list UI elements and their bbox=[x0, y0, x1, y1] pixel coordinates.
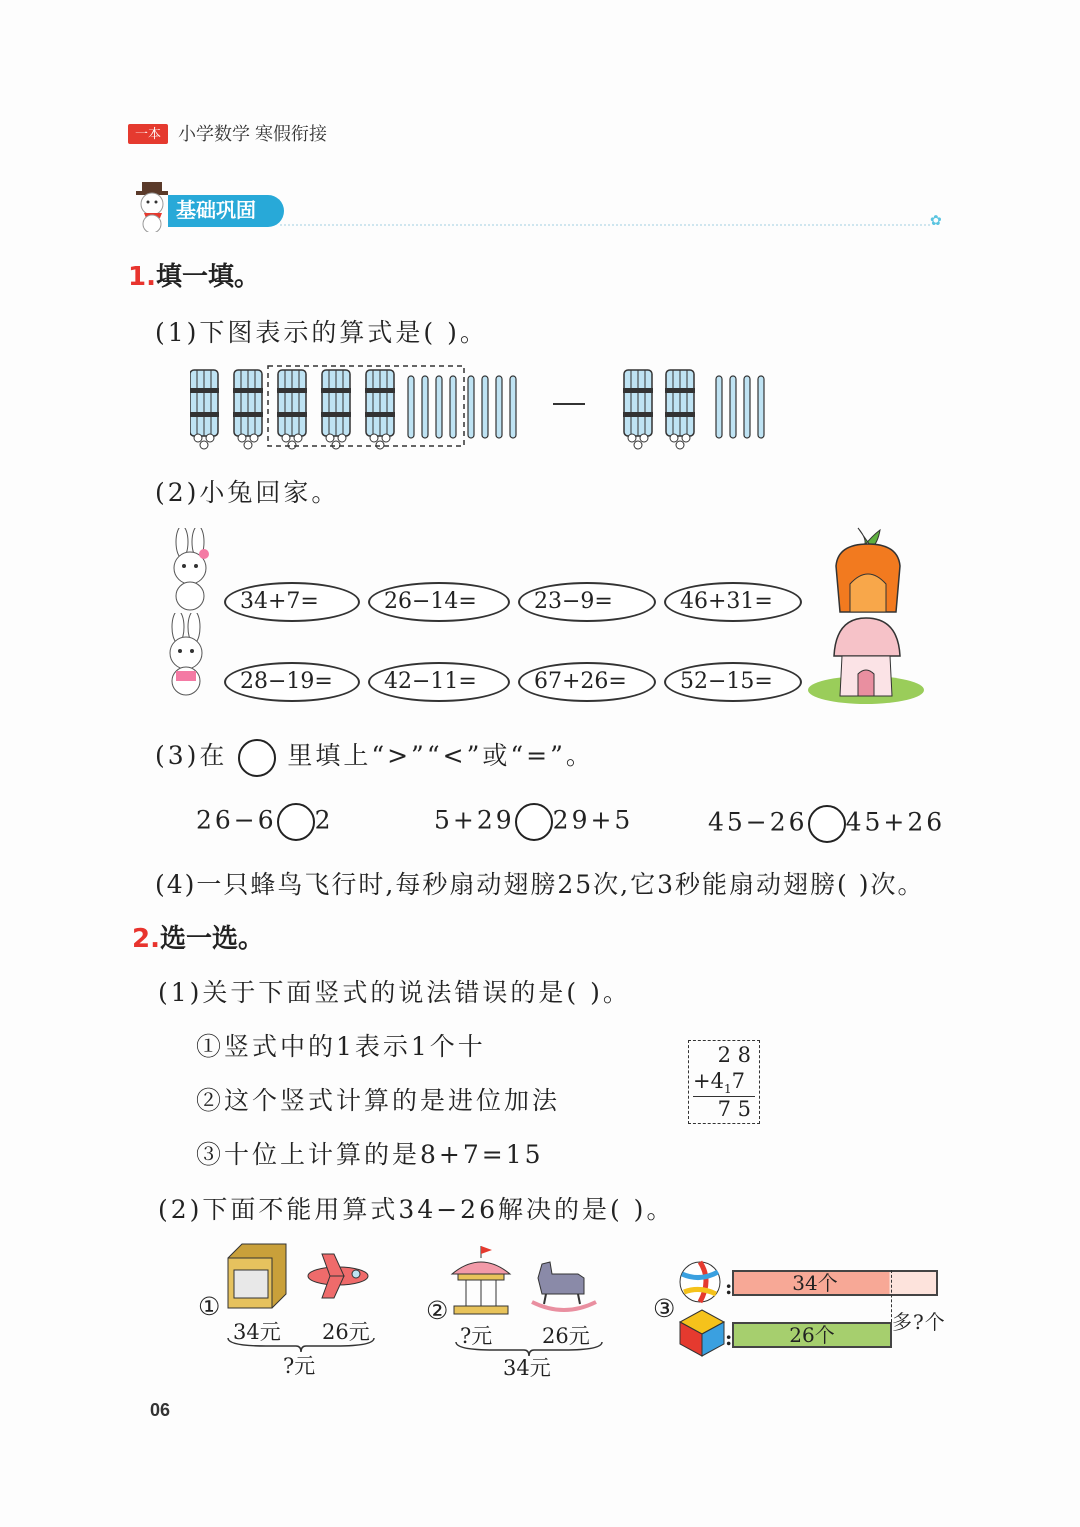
carousel-icon bbox=[448, 1244, 514, 1316]
bar-cube: 26个 bbox=[732, 1322, 892, 1348]
section-title: 填一填。 bbox=[155, 262, 260, 292]
section-number: 1. bbox=[128, 262, 156, 292]
question-2-1: (1)关于下面竖式的说法错误的是( )。 bbox=[158, 978, 631, 1007]
price-label: ?元 bbox=[460, 1324, 493, 1348]
q3-prefix: (3)在 bbox=[155, 741, 228, 770]
section-1-heading bbox=[128, 256, 260, 293]
rabbit-icon bbox=[156, 613, 220, 701]
question-1-1: (1)下图表示的算式是( )。 bbox=[155, 318, 488, 347]
bar-label: 34个 bbox=[792, 1271, 838, 1295]
vertical-addition: 2 8 $+4_17$ 7 5 bbox=[688, 1040, 760, 1124]
math-leaf: 52−15= bbox=[664, 662, 802, 702]
price-label: 34元 bbox=[233, 1320, 281, 1344]
carrot-house-icon bbox=[828, 524, 908, 616]
diff-label: 多?个 bbox=[892, 1310, 946, 1334]
section-number: 2. bbox=[132, 924, 160, 954]
header-title: 小学数学 寒假衔接 bbox=[178, 124, 328, 144]
flower-icon: ✿ bbox=[930, 213, 942, 229]
option-1: ①竖式中的1表示1个十 bbox=[196, 1032, 486, 1061]
sticks-illustration bbox=[190, 362, 790, 452]
choice-marker: ① bbox=[198, 1292, 224, 1321]
math-leaf: 46+31= bbox=[664, 582, 802, 622]
page-number: 06 bbox=[150, 1400, 171, 1420]
choice-marker: ② bbox=[426, 1296, 452, 1325]
ball-icon bbox=[678, 1260, 722, 1304]
bar-ball bbox=[732, 1270, 938, 1296]
price-label: 26元 bbox=[322, 1320, 370, 1344]
rocking-horse-icon bbox=[528, 1256, 600, 1316]
single-sticks-left bbox=[408, 376, 516, 438]
total-label: ?元 bbox=[283, 1354, 316, 1378]
answer-circle[interactable] bbox=[238, 739, 276, 777]
rabbit-icon bbox=[160, 528, 224, 616]
stick-bundles-left bbox=[190, 370, 395, 449]
question-2-2: (2)下面不能用算式34−26解决的是( )。 bbox=[158, 1195, 675, 1224]
section-title: 选一选。 bbox=[159, 924, 264, 954]
price-label: 26元 bbox=[542, 1324, 590, 1348]
section-2-heading bbox=[132, 918, 264, 955]
math-leaf: 42−11= bbox=[368, 662, 510, 702]
answer-circle[interactable] bbox=[277, 803, 315, 841]
option-3: ③十位上计算的是8+7=15 bbox=[196, 1140, 544, 1169]
question-1-3 bbox=[155, 736, 594, 777]
option-2: ②这个竖式计算的是进位加法 bbox=[196, 1086, 561, 1115]
answer-circle[interactable] bbox=[808, 805, 846, 843]
math-leaf: 28−19= bbox=[224, 662, 360, 702]
toy-box-icon bbox=[222, 1242, 292, 1310]
header-badge: 一本 bbox=[128, 124, 168, 144]
compare-item: 26−6 2 bbox=[196, 803, 334, 841]
compare-item: 45−26 45+26 bbox=[708, 805, 945, 843]
math-leaf: 26−14= bbox=[368, 582, 510, 622]
choice-marker: ③ bbox=[653, 1294, 679, 1323]
compare-item: 5+29 29+5 bbox=[434, 803, 633, 841]
math-leaf: 67+26= bbox=[518, 662, 656, 702]
q3-suffix: 里填上“>”“<”或“=”。 bbox=[287, 741, 594, 770]
airplane-icon bbox=[300, 1250, 376, 1302]
answer-circle[interactable] bbox=[515, 803, 553, 841]
banner-divider bbox=[280, 224, 930, 226]
question-1-2: (2)小兔回家。 bbox=[155, 478, 340, 507]
section-banner: 基础巩固 bbox=[168, 195, 284, 227]
total-label: 34元 bbox=[503, 1356, 551, 1380]
math-leaf: 23−9= bbox=[518, 582, 656, 622]
question-1-4: (4)一只蜂鸟飞行时,每秒扇动翅膀25次,它3秒能扇动翅膀( )次。 bbox=[155, 870, 925, 899]
mushroom-house-icon bbox=[806, 614, 926, 704]
rubiks-cube-icon bbox=[678, 1308, 726, 1358]
math-leaf: 34+7= bbox=[224, 582, 360, 622]
